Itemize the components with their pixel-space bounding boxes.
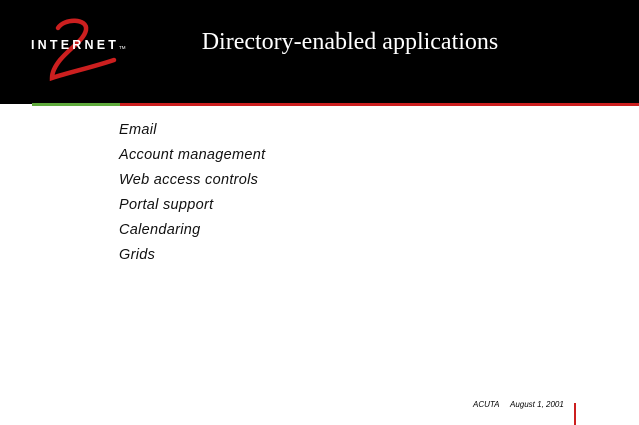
- svg-text:TM: TM: [119, 45, 126, 50]
- page-title: Directory-enabled applications: [201, 29, 499, 55]
- internet2-logo-graphic: [30, 16, 140, 88]
- list-item: Calendaring: [119, 222, 201, 238]
- application-list: [119, 118, 265, 268]
- footer-date: August 1, 2001: [510, 400, 564, 409]
- internet2-logo: [30, 16, 140, 88]
- list-item: Portal support: [119, 197, 214, 213]
- footer-organization: ACUTA: [473, 400, 500, 409]
- list-item: Account management: [119, 147, 266, 163]
- accent-bar-red: [120, 103, 639, 106]
- list-item: Web access controls: [119, 172, 259, 188]
- list-item: Grids: [119, 247, 156, 263]
- slide-header: [0, 0, 639, 104]
- list-item: Email: [119, 122, 157, 138]
- svg-text:INTERNET: INTERNET: [31, 38, 120, 52]
- accent-bar-green: [32, 103, 120, 106]
- footer-divider: [574, 403, 576, 425]
